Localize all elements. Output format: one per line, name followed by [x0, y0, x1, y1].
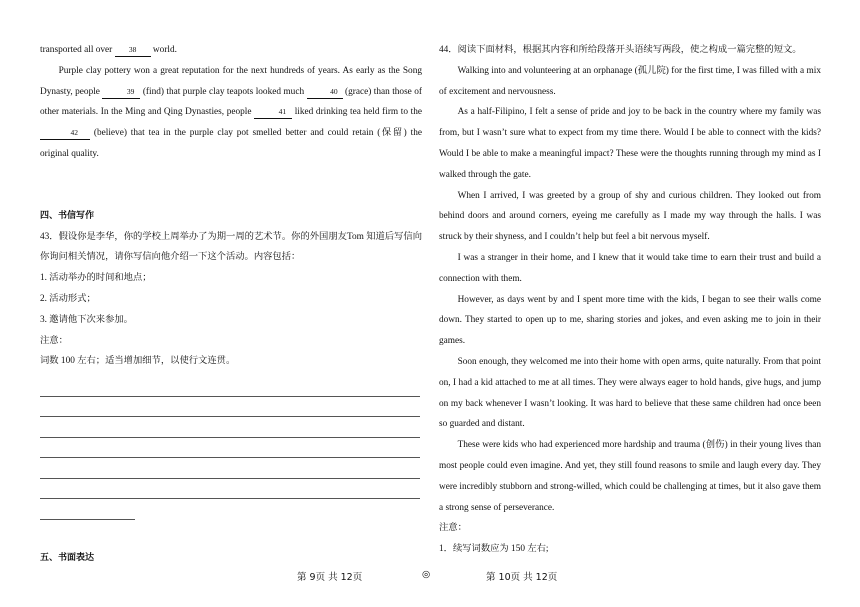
- note-text: 词数 100 左右；适当增加细节，以使行文连贯。: [40, 356, 236, 367]
- story-paragraph: When I arrived, I was greeted by a group of shy and curious children. They looked out from behind doors and around corners, eyeing me carefully as I made my way through the halls. I was struck by their shyness, and I couldn’t help but feel a bit nervous myself.: [439, 190, 821, 243]
- answer-line: [40, 458, 420, 479]
- content-item-3: 3. 邀请他下次来参加。: [40, 314, 133, 325]
- passage-paragraph: Purple clay pottery won a great reputation for the next hundreds of years. As early as the Song Dynasty, people 39 (find) that purple clay teapots looked much 40 (grace) than those of other materials. In the Ming and Qing Dynasties, people 41 liked drinking tea held firm to the 42 (believe) that tea in the purple clay pot smelled better and could retain (保留) the original quality.: [40, 65, 422, 159]
- answer-line: [40, 499, 135, 520]
- section-5-title: 五、书面表达: [40, 552, 95, 563]
- answer-line: [40, 376, 420, 397]
- answer-line: [40, 397, 420, 418]
- note-label: 注意：: [439, 523, 467, 534]
- answer-blank-40: 40: [307, 86, 343, 99]
- content-item-1: 1. 活动举办的时间和地点；: [40, 273, 152, 284]
- note-item-1: 1．续写词数应为 150 左右;: [439, 544, 549, 555]
- question-43-prompt: 43．假设你是李华，你的学校上周举办了为期一周的艺术节。你的外国朋友Tom 知道后写信向你询问相关情况，请你写信向他介绍一下这个活动。内容包括：: [40, 231, 422, 263]
- question-44-instruction: 44．阅读下面材料，根据其内容和所给段落开头语续写两段，使之构成一篇完整的短文。: [439, 45, 802, 55]
- passage-continuation: transported all over 38 world.: [40, 45, 177, 55]
- answer-line: [40, 417, 420, 438]
- answer-line: [40, 438, 420, 459]
- answer-blank-42: 42: [40, 127, 90, 140]
- story-paragraph: These were kids who had experienced more hardship and trauma (创伤) in their young lives than most people could even imagine. And yet, they still found reasons to smile and laugh every day. They were incredibly stubborn and strong-willed, which could be challenging at times, but it also gave them a strong sense of perseverance.: [439, 440, 821, 513]
- story-paragraph: Walking into and volunteering at an orphanage (孤儿院) for the first time, I was filled with a mix of excitement and nervousness.: [439, 65, 821, 97]
- content-item-2: 2. 活动形式；: [40, 293, 96, 304]
- story-paragraph: Soon enough, they welcomed me into their home with open arms, quite naturally. From that point on, I had a kid attached to me at all times. They were always eager to hold hands, give hugs, and jump on my back whenever I wasn’t looking. It was hard to believe that these same children had once been so guarded and distant.: [439, 356, 821, 430]
- right-column: [439, 40, 821, 560]
- answer-blank-38: 38: [115, 44, 151, 57]
- binding-mark-icon: ◎: [422, 569, 431, 580]
- note-label: 注意：: [40, 335, 68, 346]
- story-paragraph: As a half-Filipino, I felt a sense of pride and joy to be back in the country where my family was from, but I wasn’t sure what to expect from my time there. Would I be able to connect with the kids? Would I be able to make a meaningful impact? These were the thoughts running through my mind as I walked through the gate.: [439, 107, 821, 180]
- section-4-title: 四、书信写作: [40, 210, 95, 221]
- page-number-left: 第 9页 共 12页: [297, 572, 363, 583]
- answer-blank-39: 39: [102, 86, 140, 99]
- left-column: [40, 40, 422, 568]
- writing-answer-lines: [40, 376, 422, 520]
- story-paragraph: However, as days went by and I spent more time with the kids, I began to see their walls come down. They started to open up to me, sharing stories and jokes, and even asking me to join in their games.: [439, 294, 821, 347]
- answer-blank-41: 41: [254, 106, 292, 119]
- answer-line: [40, 479, 420, 500]
- page-number-right: 第 10页 共 12页: [486, 572, 558, 583]
- story-paragraph: I was a stranger in their home, and I knew that it would take time to earn their trust and build a connection with them.: [439, 252, 821, 284]
